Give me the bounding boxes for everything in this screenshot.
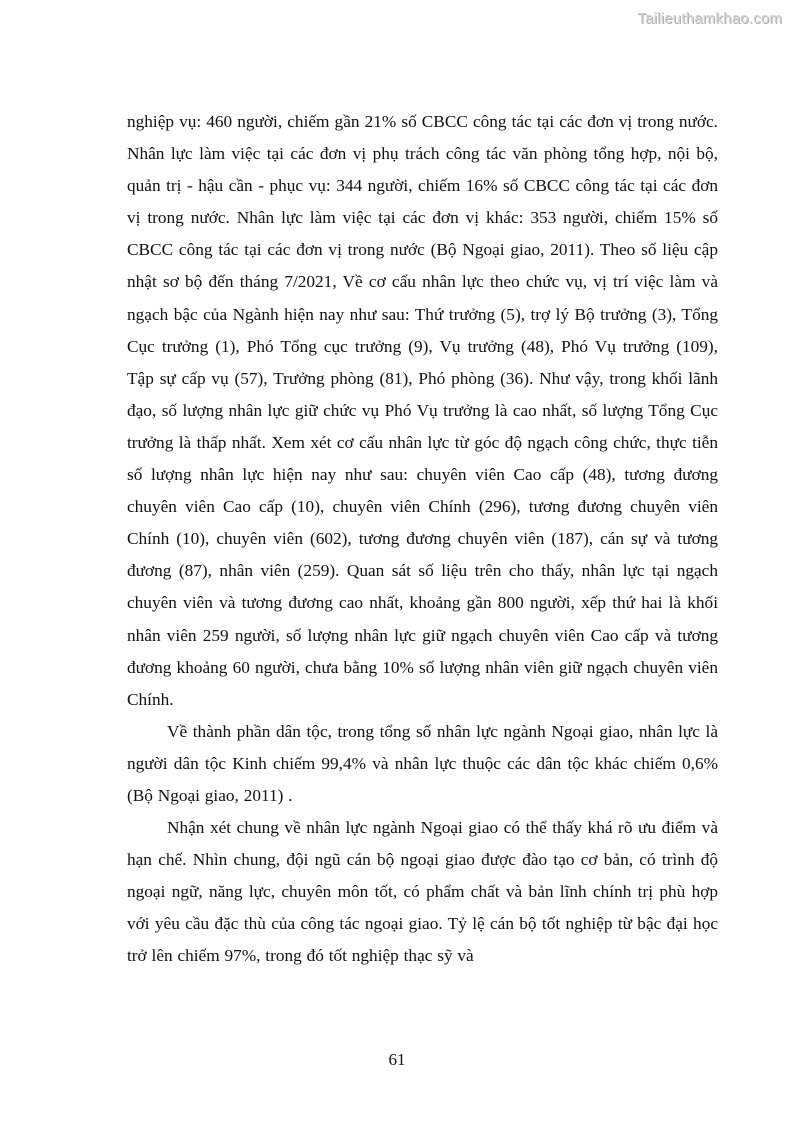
watermark: Tailieuthamkhao.com <box>637 10 782 27</box>
body-paragraph: nghiệp vụ: 460 người, chiếm gần 21% số CBCC công tác tại các đơn vị trong nước. Nhân lực làm việc tại các đơn vị phụ trách công tác văn phòng tổng hợp, nội bộ, quản trị - hậu cần - phục vụ: 344 người, chiếm 16% số CBCC công tác tại các đơn vị trong nước. Nhân lực làm việc tại các đơn vị khác: 353 người, chiếm 15% số CBCC công tác tại các đơn vị trong nước (Bộ Ngoại giao, 2011). Theo số liệu cập nhật sơ bộ đến tháng 7/2021, Về cơ cấu nhân lực theo chức vụ, vị trí việc làm và ngạch bậc của Ngành hiện nay như sau: Thứ trưởng (5), trợ lý Bộ trưởng (3), Tổng Cục trưởng (1), Phó Tổng cục trưởng (9), Vụ trưởng (48), Phó Vụ trưởng (109), Tập sự cấp vụ (57), Trưởng phòng (81), Phó phòng (36). Như vậy, trong khối lãnh đạo, số lượng nhân lực giữ chức vụ Phó Vụ trưởng là cao nhất, số lượng Tổng Cục trưởng là thấp nhất. Xem xét cơ cấu nhân lực từ góc độ ngạch công chức, thực tiễn số lượng nhân lực hiện nay như sau: chuyên viên Cao cấp (48), tương đương chuyên viên Cao cấp (10), chuyên viên Chính (296), tương đương chuyên viên Chính (10), chuyên viên (602), tương đương chuyên viên (187), cán sự và tương đương (87), nhân viên (259). Quan sát số liệu trên cho thấy, nhân lực tại ngạch chuyên viên và tương đương cao nhất, khoảng gần 800 người, xếp thứ hai là khối nhân viên 259 người, số lượng nhân lực giữ ngạch chuyên viên Cao cấp và tương đương khoảng 60 người, chưa bằng 10% số lượng nhân viên giữ ngạch chuyên viên Chính. <box>127 112 718 709</box>
body-paragraph: Về thành phần dân tộc, trong tổng số nhân lực ngành Ngoại giao, nhân lực là người dân tộc Kinh chiếm 99,4% và nhân lực thuộc các dân tộc khác chiếm 0,6% (Bộ Ngoại giao, 2011) . <box>127 721 718 805</box>
body-paragraph: Nhận xét chung về nhân lực ngành Ngoại giao có thể thấy khá rõ ưu điểm và hạn chế. Nhìn chung, đội ngũ cán bộ ngoại giao được đào tạo cơ bản, có trình độ ngoại ngữ, năng lực, chuyên môn tốt, có phẩm chất và bản lĩnh chính trị phù hợp với yêu cầu đặc thù của công tác ngoại giao. Tỷ lệ cán bộ tốt nghiệp từ bậc đại học trở lên chiếm 97%, trong đó tốt nghiệp thạc sỹ và <box>127 818 718 966</box>
page-body <box>127 106 718 973</box>
page-number: 61 <box>388 1050 406 1069</box>
